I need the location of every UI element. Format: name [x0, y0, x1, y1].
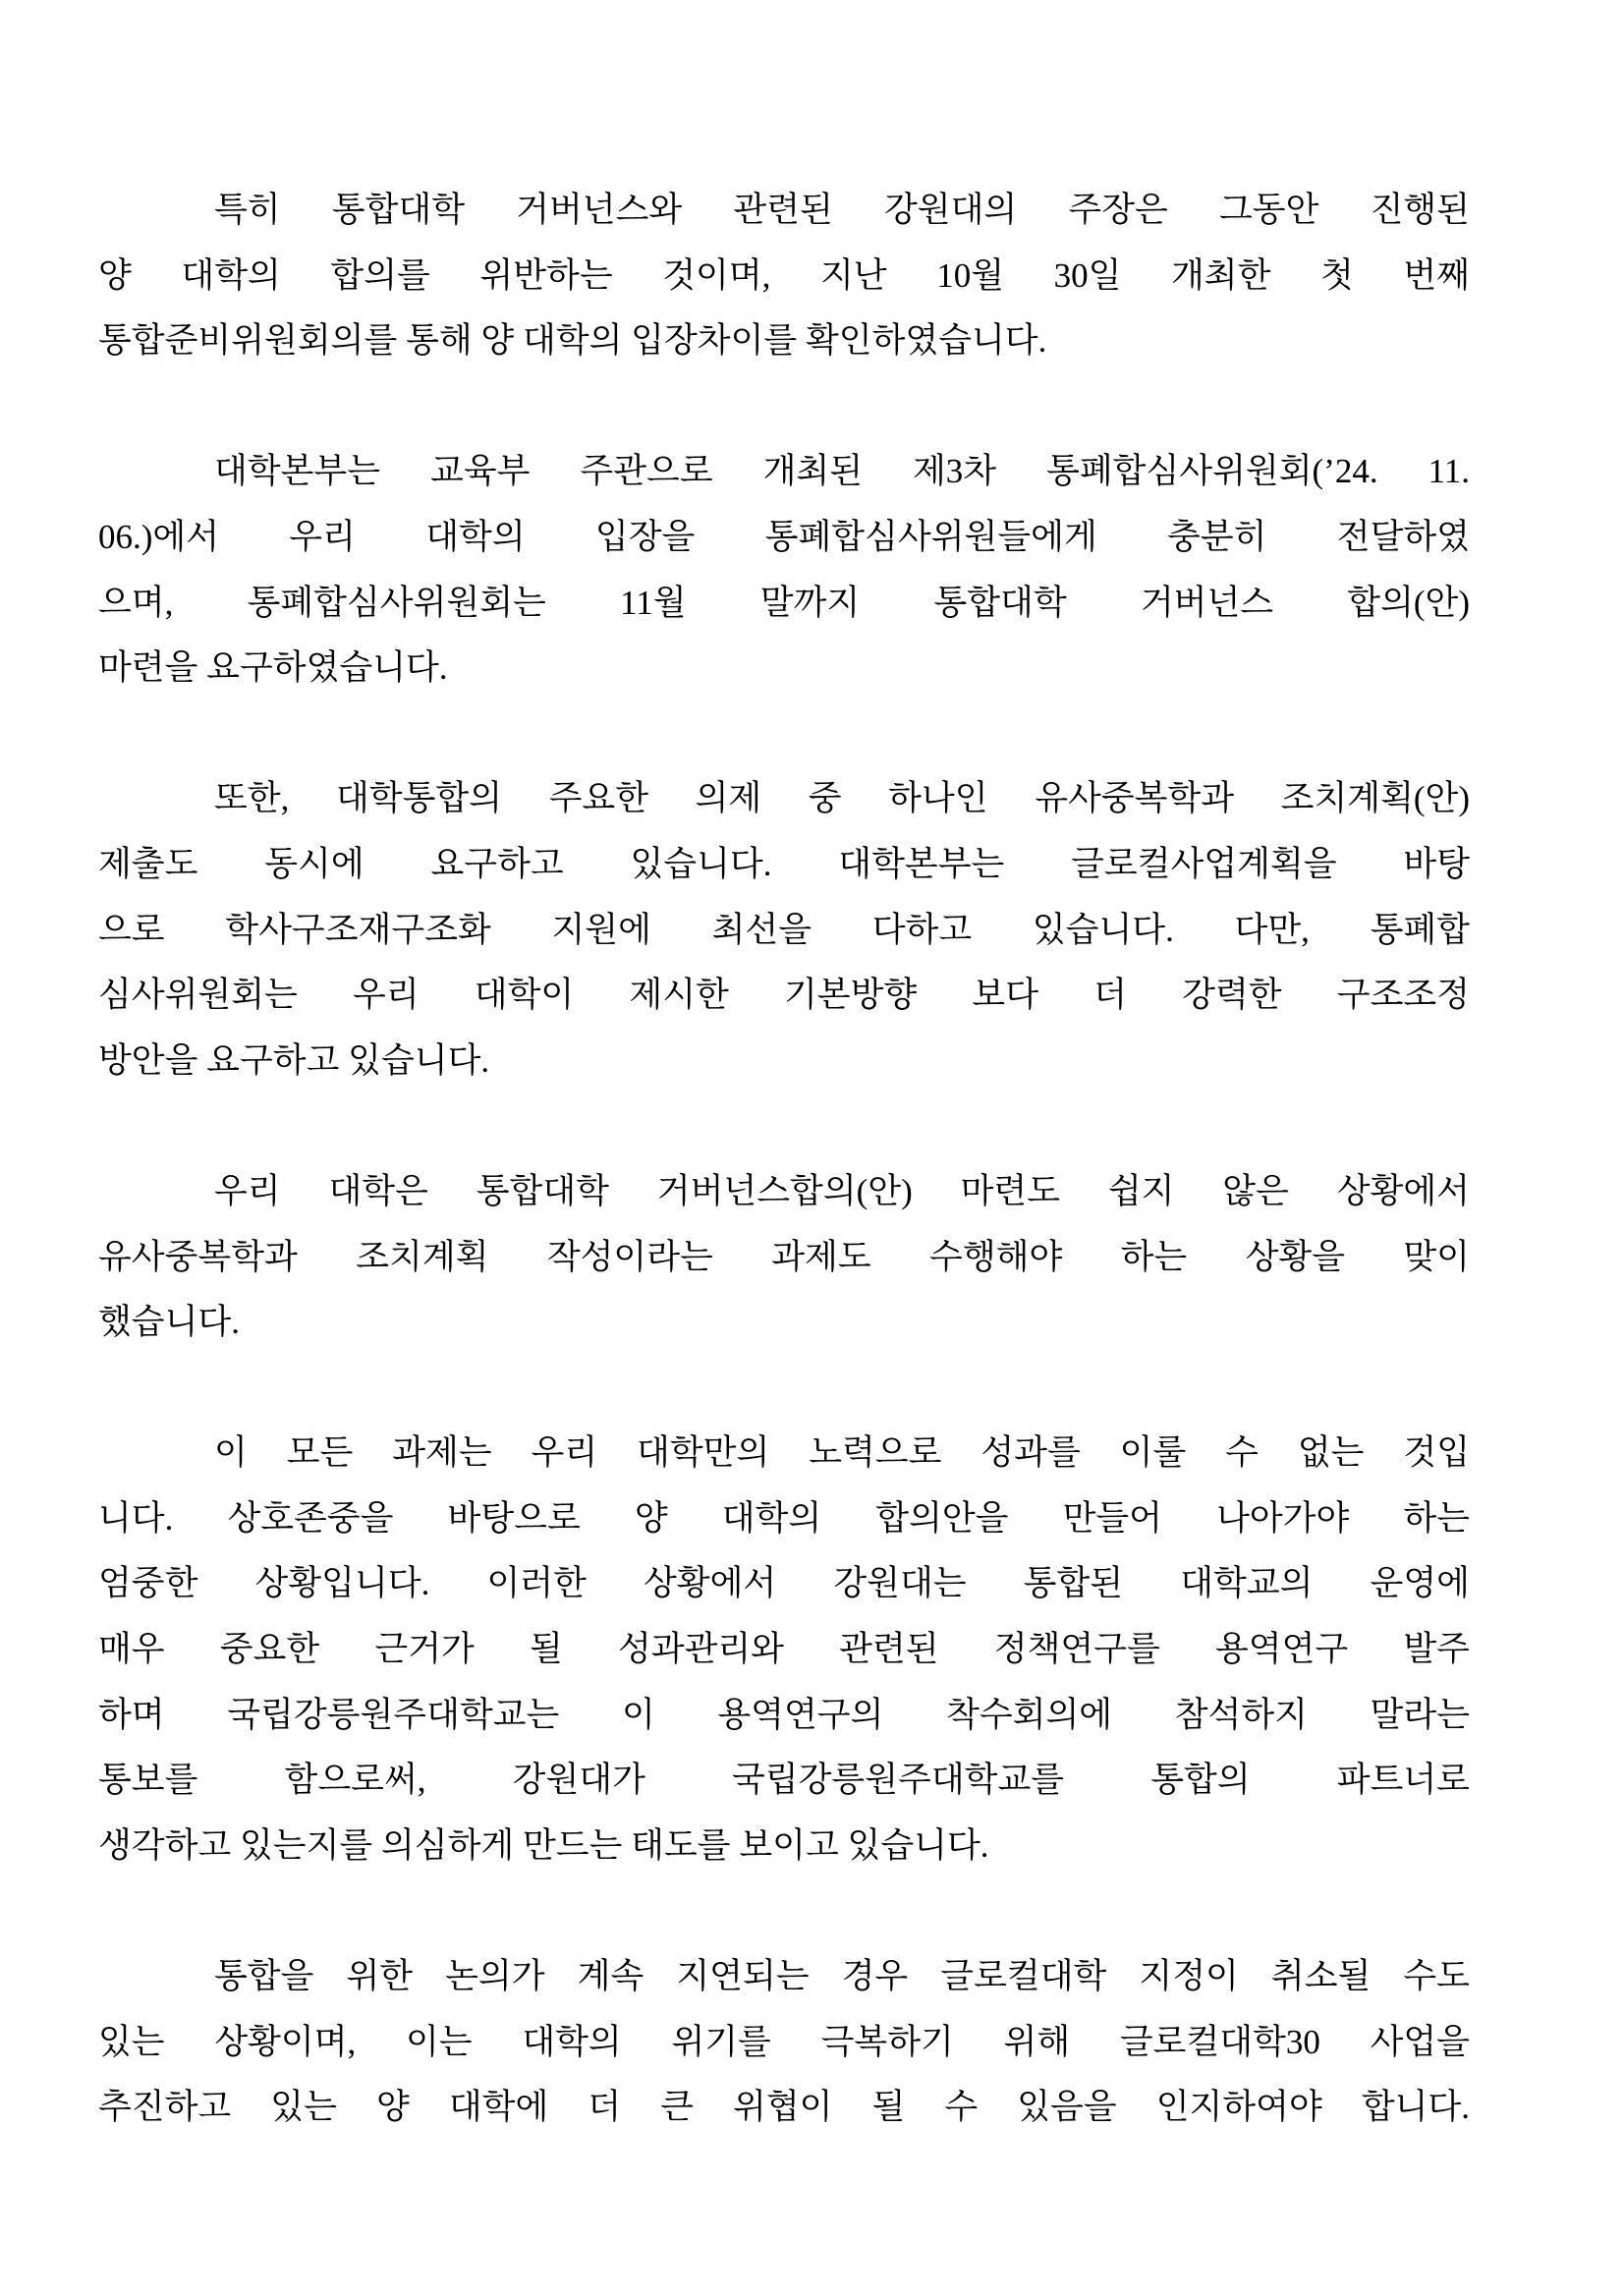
paragraph [98, 439, 1470, 700]
text-line: 특히 통합대학 거버넌스와 관련된 강원대의 주장은 그동안 진행된 [214, 191, 1470, 229]
text-line: 양 대학의 합의를 위반하는 것이며, 지난 10월 30일 개최한 첫 번째 [98, 255, 1470, 295]
paragraph [98, 1421, 1470, 1878]
text-line: 매우 중요한 근거가 될 성과관리와 관련된 정책연구를 용역연구 발주 [98, 1630, 1470, 1669]
text-line: 있는 상황이며, 이는 대학의 위기를 극복하기 위해 글로컬대학30 사업을 [98, 2022, 1470, 2061]
text-line: 제출도 동시에 요구하고 있습니다. 대학본부는 글로컬사업계획을 바탕 [98, 844, 1470, 883]
paragraph [98, 178, 1470, 374]
text-line: 생각하고 있는지를 의심하게 만드는 태도를 보이고 있습니다. [98, 1825, 989, 1865]
text-line: 으로 학사구조재구조화 지원에 최선을 다하고 있습니다. 다만, 통폐합 [98, 910, 1470, 949]
paragraph [98, 1159, 1470, 1356]
text-line: 통합준비위원회의를 통해 양 대학의 입장차이를 확인하였습니다. [98, 321, 1047, 361]
text-line: 하며 국립강릉원주대학교는 이 용역연구의 착수회의에 참석하지 말라는 [98, 1695, 1470, 1734]
text-line: 우리 대학은 통합대학 거버넌스합의(안) 마련도 쉽지 않은 상황에서 [214, 1171, 1470, 1210]
text-line: 이 모든 과제는 우리 대학만의 노력으로 성과를 이룰 수 없는 것입 [214, 1433, 1470, 1473]
text-line: 또한, 대학통합의 주요한 의제 중 하나인 유사중복학과 조치계획(안) [214, 779, 1470, 818]
text-line: 유사중복학과 조치계획 작성이라는 과제도 수행해야 하는 상황을 맞이 [98, 1237, 1470, 1276]
text-line: 으며, 통폐합심사위원회는 11월 말까지 통합대학 거버넌스 합의(안) [98, 583, 1470, 622]
paragraph [98, 1944, 1470, 2141]
text-line: 했습니다. [98, 1303, 240, 1342]
paragraph [98, 766, 1470, 1093]
text-line: 방안을 요구하고 있습니다. [98, 1040, 490, 1080]
text-line: 06.)에서 우리 대학의 입장을 통폐합심사위원들에게 충분히 전달하였 [98, 517, 1470, 556]
text-line: 추진하고 있는 양 대학에 더 큰 위협이 될 수 있음을 인지하여야 합니다. [98, 2088, 1470, 2127]
text-line: 마련을 요구하였습니다. [98, 648, 448, 688]
text-line: 통보를 함으로써, 강원대가 국립강릉원주대학교를 통합의 파트너로 [98, 1761, 1470, 1800]
text-line: 엄중한 상황입니다. 이러한 상황에서 강원대는 통합된 대학교의 운영에 [98, 1564, 1470, 1603]
text-line: 통합을 위한 논의가 계속 지연되는 경우 글로컬대학 지정이 취소될 수도 [214, 1957, 1470, 1996]
text-line: 대학본부는 교육부 주관으로 개최된 제3차 통폐합심사위원회(’24. 11. [214, 452, 1470, 491]
document-body [98, 178, 1470, 2141]
text-line: 니다. 상호존중을 바탕으로 양 대학의 합의안을 만들어 나아가야 하는 [98, 1498, 1470, 1538]
text-line: 심사위원회는 우리 대학이 제시한 기본방향 보다 더 강력한 구조조정 [98, 976, 1470, 1015]
